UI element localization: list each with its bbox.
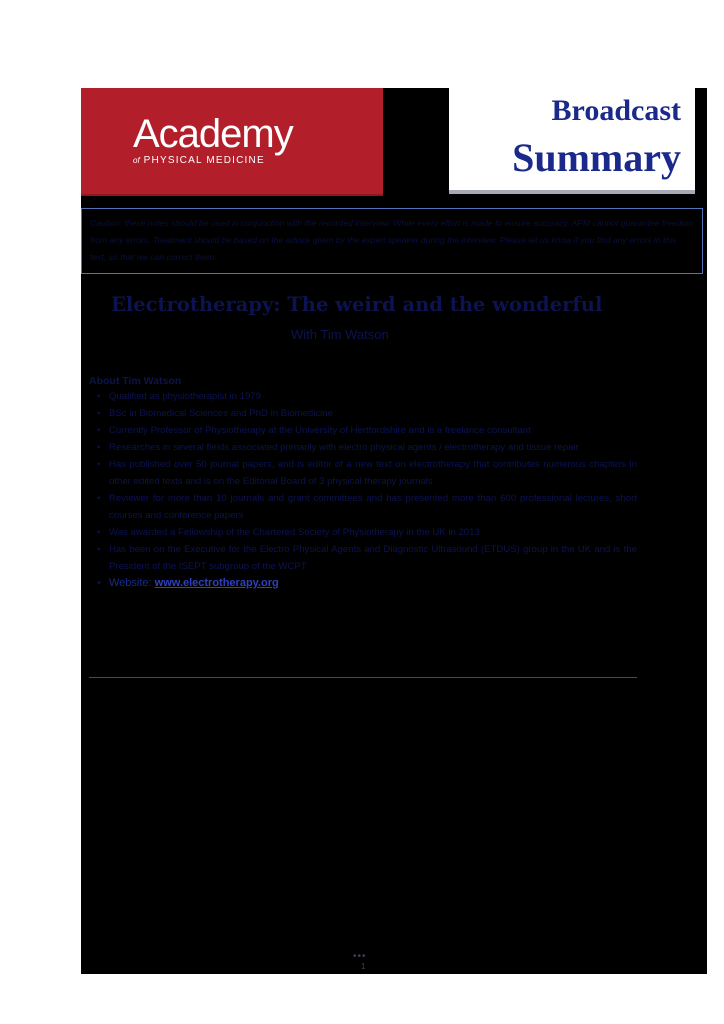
- website-link[interactable]: www.electrotherapy.org: [154, 577, 279, 589]
- page-dots: •••: [353, 951, 367, 962]
- bullet-icon: •: [97, 391, 101, 402]
- list-item-text: Has been on the Executive for the Electro Physical Agents and Diagnostic Ultrasound (ETDUS) group in the UK and is the President of the ISEPT subgroup of the WCPT: [109, 544, 637, 572]
- list-item-text: Reviewer for more than 10 journals and grant committees and has presented more than 600 professional lectures, short courses and conference papers: [109, 493, 637, 521]
- list-item: [97, 456, 637, 490]
- bullet-icon: •: [97, 527, 101, 538]
- list-item: [97, 524, 637, 541]
- list-item: [97, 541, 637, 575]
- list-item-text: Was awarded a Fellowship of the Chartered Society of Physiotherapy in the UK in 2013: [109, 527, 480, 538]
- bullet-icon: •: [97, 493, 101, 504]
- header: [81, 88, 707, 194]
- broadcast-summary-box: [449, 88, 699, 194]
- header-edge: [695, 88, 707, 194]
- logo-subtitle: [133, 156, 265, 166]
- list-item-text: Researches in several fields associated primarily with electro physical agents / electrotherapy and tissue repair: [109, 442, 579, 453]
- list-item: [97, 388, 637, 405]
- summary-title: Summary: [512, 135, 681, 180]
- list-item: [97, 439, 637, 456]
- bullet-icon: •: [97, 459, 101, 470]
- bullet-icon: •: [97, 408, 101, 419]
- broadcast-title: Broadcast: [551, 94, 681, 127]
- page-number: 1: [361, 962, 366, 971]
- about-list: [97, 388, 637, 592]
- bullet-icon: •: [97, 442, 101, 453]
- list-item-text: Has published over 50 journal papers, and is editor of a new text on electrotherapy that contributes numerous chapters in other edited texts and is on the Editorial Board of 3 physical therapy journals: [109, 459, 637, 487]
- list-item-text: Qualified as physiotherapist in 1979: [109, 391, 261, 402]
- section-divider: [89, 677, 637, 678]
- list-item-text: BSc in Biomedical Sciences and PhD in Biomedicine: [109, 408, 333, 419]
- list-item-text: Currently Professor of Physiotherapy at the University of Hertfordshire and is a freelance consultant: [109, 425, 531, 436]
- header-divider: [383, 88, 449, 194]
- bullet-icon: •: [97, 577, 101, 589]
- list-item: [97, 422, 637, 439]
- bullet-icon: •: [97, 425, 101, 436]
- document-page: [81, 88, 707, 974]
- page-title: Electrotherapy: The weird and the wonderful: [111, 293, 603, 316]
- logo-subtitle-text: PHYSICAL MEDICINE: [143, 155, 265, 166]
- caution-note: Caution: these notes should be used in conjunction with the recorded interview. While every effort is made to ensure accuracy, APM cannot guarantee freedom from any errors. Treatment should be based on the advice given by the expert speaker during the interview. Please let us know if you find any errors in this text, so that we can correct them.: [81, 208, 703, 274]
- list-item: [97, 490, 637, 524]
- logo-subtitle-of: of: [133, 156, 140, 165]
- page-subtitle: With Tim Watson: [291, 327, 389, 342]
- about-heading: About Tim Watson: [89, 375, 182, 387]
- bullet-icon: •: [97, 544, 101, 555]
- list-item: [97, 405, 637, 422]
- website-item: [97, 575, 637, 592]
- website-label: Website:: [109, 577, 152, 589]
- logo-wordmark: Academy: [133, 112, 293, 156]
- academy-logo: [81, 88, 383, 196]
